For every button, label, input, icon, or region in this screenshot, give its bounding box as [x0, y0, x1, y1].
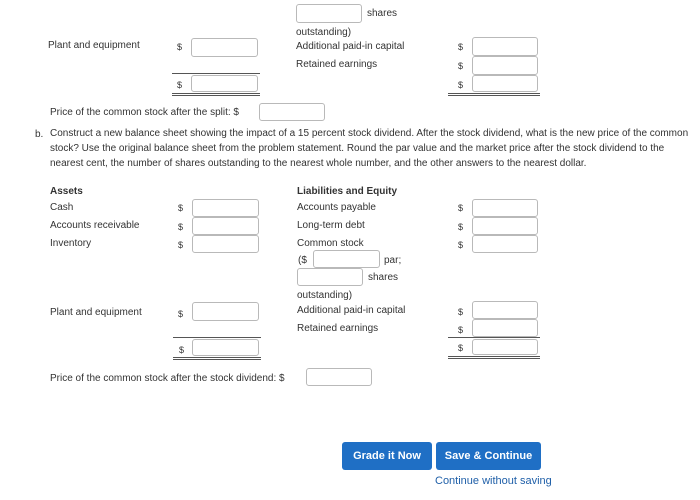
double-rule	[448, 93, 540, 94]
long-term-debt-label: Long-term debt	[297, 220, 365, 231]
currency-sign: $	[458, 240, 464, 250]
double-rule	[172, 93, 260, 94]
outstanding-label: outstanding)	[296, 27, 352, 38]
part-b-letter: b.	[35, 129, 44, 140]
common-stock-label: Common stock	[297, 238, 364, 249]
shares-label: shares	[367, 8, 398, 19]
cash-input[interactable]	[192, 199, 259, 217]
currency-sign: $	[179, 345, 185, 355]
retained-earnings-label: Retained earnings	[297, 323, 379, 334]
apic-label: Additional paid-in capital	[296, 41, 405, 52]
total-rule	[173, 337, 261, 338]
currency-sign: $	[458, 80, 464, 90]
total-liabilities-input[interactable]	[472, 339, 538, 355]
accounts-receivable-label: Accounts receivable	[50, 220, 140, 231]
long-term-debt-input[interactable]	[472, 217, 538, 235]
currency-sign: $	[458, 203, 464, 213]
currency-sign: $	[458, 307, 464, 317]
double-rule	[448, 358, 540, 359]
accounts-payable-input[interactable]	[472, 199, 538, 217]
double-rule	[173, 357, 261, 358]
plant-equipment-label: Plant and equipment	[48, 40, 140, 51]
double-rule	[173, 359, 261, 360]
shares-label: shares	[368, 272, 399, 283]
double-rule	[172, 95, 260, 96]
total-assets-input[interactable]	[192, 339, 259, 356]
shares-outstanding-input[interactable]	[297, 268, 363, 286]
total-assets-input[interactable]	[191, 75, 258, 92]
shares-input[interactable]	[296, 4, 362, 23]
total-liabilities-input[interactable]	[472, 75, 538, 92]
retained-earnings-input[interactable]	[472, 56, 538, 75]
price-after-dividend-label: Price of the common stock after the stock dividend: $	[50, 373, 285, 384]
assets-heading: Assets	[50, 186, 83, 197]
inventory-label: Inventory	[50, 238, 92, 249]
paren-currency: ($	[298, 255, 307, 266]
currency-sign: $	[177, 42, 183, 52]
currency-sign: $	[458, 42, 464, 52]
currency-sign: $	[178, 309, 184, 319]
currency-sign: $	[458, 222, 464, 232]
double-rule	[448, 95, 540, 96]
accounts-receivable-input[interactable]	[192, 217, 259, 235]
double-rule	[448, 356, 540, 357]
currency-sign: $	[178, 222, 184, 232]
outstanding-label: outstanding)	[297, 290, 353, 301]
common-stock-input[interactable]	[472, 235, 538, 253]
plant-equipment-input[interactable]	[192, 302, 259, 321]
price-after-dividend-input[interactable]	[306, 368, 372, 386]
price-after-split-input[interactable]	[259, 103, 325, 121]
accounts-payable-label: Accounts payable	[297, 202, 376, 213]
inventory-input[interactable]	[192, 235, 259, 253]
continue-without-saving-link[interactable]: Continue without saving	[435, 475, 552, 487]
total-rule	[448, 337, 540, 338]
apic-label: Additional paid-in capital	[297, 305, 406, 316]
total-rule	[172, 73, 260, 74]
liabilities-equity-heading: Liabilities and Equity	[297, 186, 398, 197]
part-b-question: Construct a new balance sheet showing the impact of a 15 percent stock dividend. After the stock dividend, what is the new price of the common stock? Use the original balance sheet from the problem statement. Round the par value and the market price after the stock dividend to the nearest cent, the number of shares outstanding to the nearest whole number, and the other answers to the nearest dollar.	[50, 128, 689, 169]
apic-input[interactable]	[472, 37, 538, 56]
cash-label: Cash	[50, 202, 74, 213]
price-after-split-label: Price of the common stock after the split: $	[50, 107, 239, 118]
retained-earnings-label: Retained earnings	[296, 59, 378, 70]
par-value-input[interactable]	[313, 250, 380, 268]
currency-sign: $	[458, 343, 464, 353]
save-continue-button[interactable]: Save & Continue	[436, 442, 541, 470]
par-label: par;	[384, 255, 402, 266]
currency-sign: $	[458, 325, 464, 335]
currency-sign: $	[178, 240, 184, 250]
grade-it-now-button[interactable]: Grade it Now	[342, 442, 432, 470]
currency-sign: $	[177, 80, 183, 90]
apic-input[interactable]	[472, 301, 538, 319]
currency-sign: $	[178, 203, 184, 213]
currency-sign: $	[458, 61, 464, 71]
plant-equipment-input[interactable]	[191, 38, 258, 57]
retained-earnings-input[interactable]	[472, 319, 538, 337]
plant-equipment-label: Plant and equipment	[50, 307, 142, 318]
